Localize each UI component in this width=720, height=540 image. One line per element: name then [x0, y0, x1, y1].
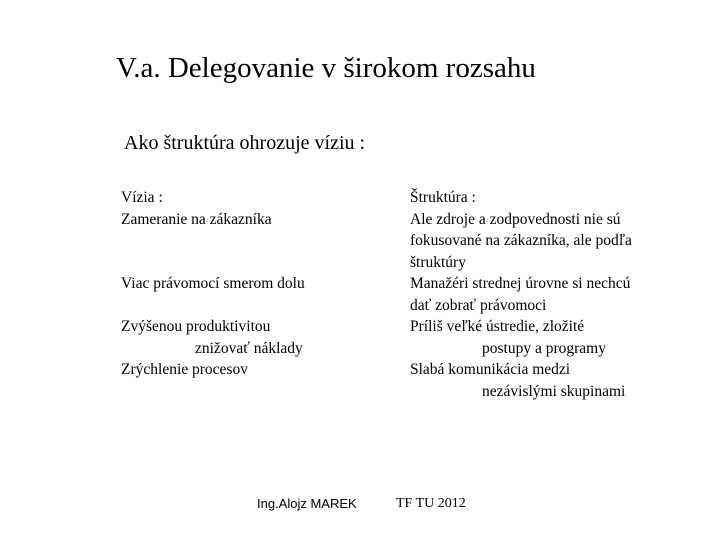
footer-institution: TF TU 2012 [396, 496, 466, 511]
vision-line: Zameranie na zákazníka [121, 210, 272, 228]
structure-line: nezávislými skupinami [482, 382, 626, 400]
structure-line: postupy a programy [482, 339, 606, 357]
footer-author: Ing.Alojz MAREK [257, 496, 357, 511]
structure-line: Manažéri strednej úrovne si nechcú [410, 275, 631, 292]
structure-line: dať zobrať právomoci [410, 296, 547, 314]
structure-line: Príliš veľké ústredie, zložité [410, 318, 585, 335]
structure-line: Ale zdroje a zodpovednosti nie sú [410, 210, 621, 228]
structure-line: fokusované na zákazníka, ale podľa [410, 232, 632, 249]
vision-column [121, 187, 305, 381]
vision-line: Zrýchlenie procesov [121, 361, 248, 378]
structure-column [410, 187, 632, 402]
structure-line: štruktúry [410, 253, 466, 271]
vision-heading: Vízia : [121, 189, 163, 206]
slide-subtitle: Ako štruktúra ohrozuje víziu : [124, 132, 366, 154]
vision-line: Zvýšenou produktivitou [121, 318, 271, 335]
structure-heading: Štruktúra : [410, 189, 476, 206]
slide-title: V.a. Delegovanie v širokom rozsahu [116, 52, 536, 84]
vision-line: znižovať náklady [195, 339, 303, 357]
structure-line: Slabá komunikácia medzi [410, 361, 571, 378]
vision-line: Viac právomocí smerom dolu [121, 275, 305, 292]
